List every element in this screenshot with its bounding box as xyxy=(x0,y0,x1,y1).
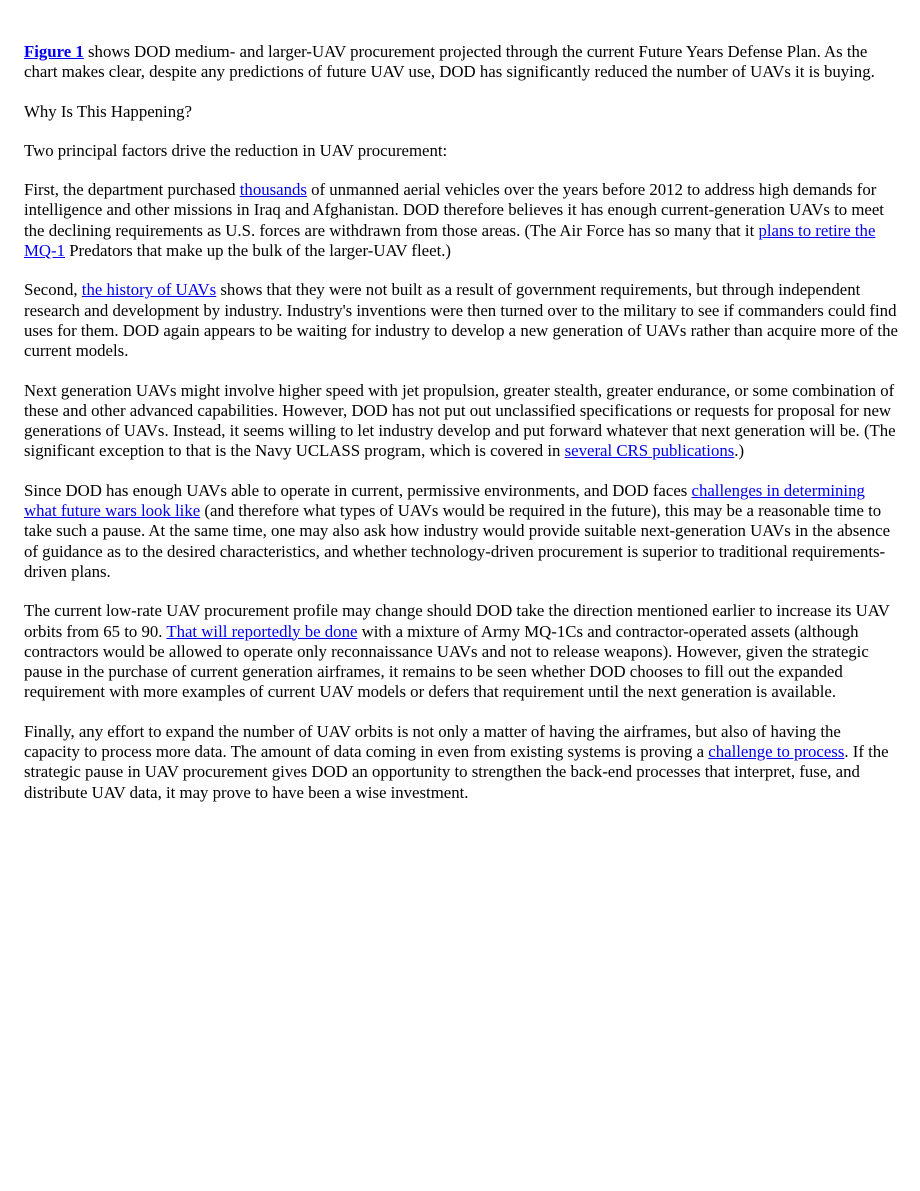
figure-1-link[interactable]: Figure 1 xyxy=(24,42,84,61)
paragraph-finally xyxy=(24,722,898,803)
paragraph-factors-intro: Two principal factors drive the reduction in UAV procurement: xyxy=(24,140,448,160)
paragraph-next-generation xyxy=(24,381,898,462)
thousands-link[interactable]: thousands xyxy=(239,180,307,200)
paragraph-text: .) xyxy=(734,441,745,461)
paragraph-text: (and therefore what types of UAVs would be required in the future), this may be a reasonable time to take such a pause. At the same time, one may also ask how industry would provide suitable next-generation UAVs in the absence of guidance as to the desired characteristics, and whether technology-driven procurement is superior to traditional requirements-driven plans. xyxy=(24,501,891,581)
paragraph-text: Next generation UAVs might involve higher speed with jet propulsion, greater stealth, greater endurance, or some combination of these and other advanced capabilities. However, DOD has not put out unclassified specifications or requests for proposal for new generations of UAVs. Instead, it seems willing to let industry develop and put forward whatever that next generation will be. (The significant exception to that is the Navy UCLASS program, which is covered in xyxy=(24,380,896,461)
challenge-to-process-link[interactable]: challenge to process xyxy=(708,742,845,762)
paragraph-text: of unmanned aerial vehicles over the years before 2012 to address high demands for intelligence and other missions in Iraq and Afghanistan. DOD therefore believes it has enough current-generation UAVs to meet the declining requirements as U.S. forces are withdrawn from those areas. (The Air Force has so many that it xyxy=(24,180,884,240)
history-of-uavs-link[interactable]: the history of UAVs xyxy=(81,280,217,300)
paragraph-pause xyxy=(24,481,898,582)
paragraph-text: shows DOD medium- and larger-UAV procurement projected through the current Future Years Defense Plan. As the chart makes clear, despite any predictions of future UAV use, DOD has significantly reduced the number of UAVs it is buying. xyxy=(24,42,875,82)
paragraph-text: First, the department purchased xyxy=(24,180,240,200)
crs-publications-link[interactable]: several CRS publications xyxy=(564,441,735,461)
retire-mq1-link[interactable]: plans to retire the MQ-1 xyxy=(24,220,876,261)
paragraph-text: The current low-rate UAV procurement profile may change should DOD take the direction mentioned earlier to increase its UAV orbits from 65 to 90. xyxy=(24,601,890,641)
reportedly-done-link[interactable]: That will reportedly be done xyxy=(166,621,358,641)
section-heading: Why Is This Happening? xyxy=(24,101,192,121)
paragraph-first-factor xyxy=(24,180,898,261)
paragraph-text: Finally, any effort to expand the number of UAV orbits is not only a matter of having the airframes, but also of having the capacity to process more data. The amount of data coming in even from existing systems is proving a xyxy=(24,721,841,762)
paragraph-text: Predators that make up the bulk of the larger-UAV fleet.) xyxy=(65,241,452,261)
paragraph-figure-intro xyxy=(24,42,898,83)
paragraph-text: Since DOD has enough UAVs able to operate in current, permissive environments, and DOD faces xyxy=(24,480,692,500)
paragraph-text: . If the strategic pause in UAV procurement gives DOD an opportunity to strengthen the back-end processes that interpret, fuse, and distribute UAV data, it may prove to have been a wise investment. xyxy=(24,742,889,802)
paragraph-second-factor xyxy=(24,280,898,361)
paragraph-text: Second, xyxy=(24,280,82,300)
paragraph-text: shows that they were not built as a result of government requirements, but through independent research and development by industry. Industry's inventions were then turned over to the military to see if commanders could find uses for them. DOD again appears to be waiting for industry to develop a new generation of UAVs rather than acquire more of the current models. xyxy=(24,280,898,361)
future-wars-link[interactable]: challenges in determining what future wars look like xyxy=(24,480,865,521)
article-body xyxy=(24,42,898,822)
paragraph-orbits xyxy=(24,601,898,702)
paragraph-text: with a mixture of Army MQ-1Cs and contractor-operated assets (although contractors would be allowed to operate only reconnaissance UAVs and not to release weapons). However, given the strategic pause in the purchase of current generation airframes, it remains to be seen whether DOD chooses to fill out the expanded requirement with more examples of current UAV models or defers that requirement until the next generation is available. xyxy=(24,621,869,702)
